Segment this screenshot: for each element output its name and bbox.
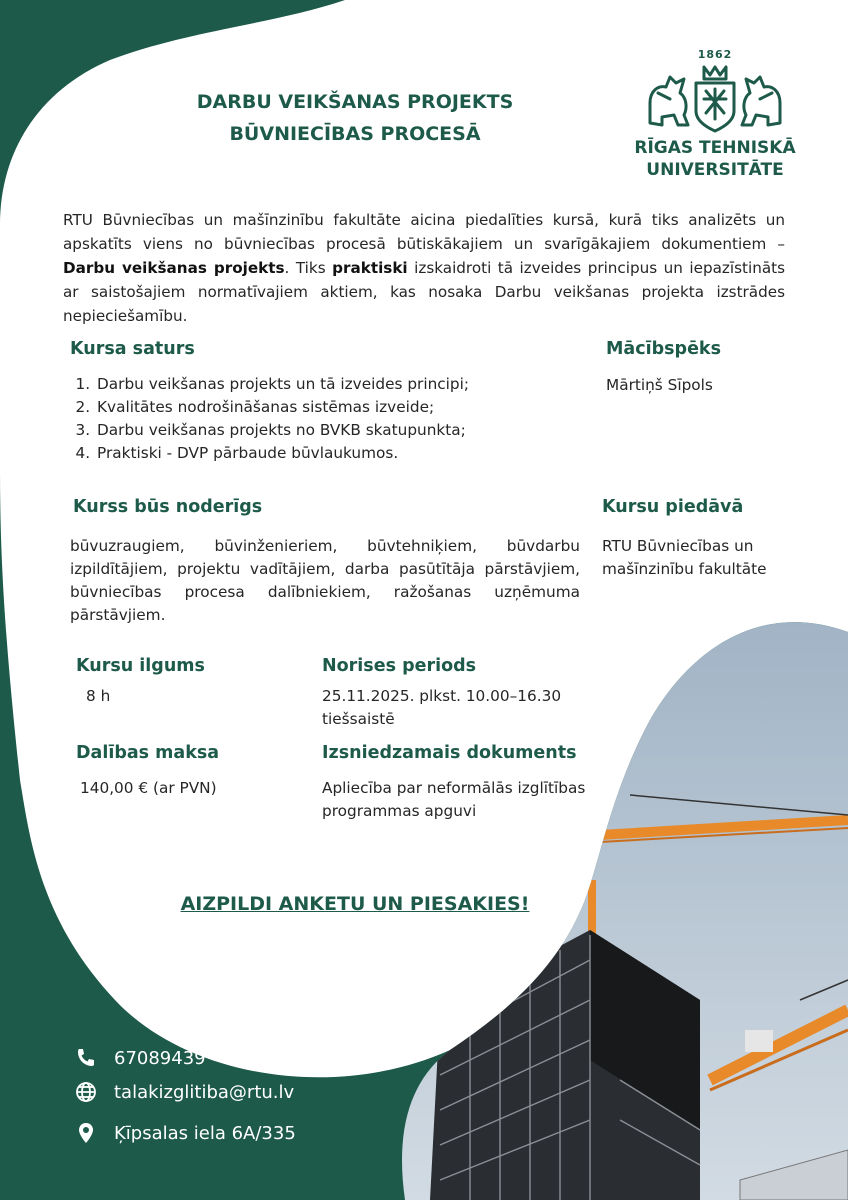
intro-text-1: RTU Būvniecības un mašīnzinību fakultāte aicina piedalīties kursā, kurā tiks analizēts un apskatīts viens no būvniecības procesā būtiskākajiem un svarīgākajiem dokumentiem – [63,211,785,253]
list-item: 3. Darbu veikšanas projekts no BVKB skatupunkta; [95,419,565,442]
audience-heading: Kurss būs noderīgs [73,497,263,517]
content-list [78,373,565,465]
logo-name-line-2: UNIVERSITĀTE [646,160,784,180]
address-text: Ķīpsalas iela 6A/335 [114,1122,296,1144]
lecturer-name: Mārtiņš Sīpols [606,376,713,394]
period-line-2: tiešsaistē [322,710,395,728]
duration-value: 8 h [86,687,111,705]
provider-text: RTU Būvniecības un mašīnzinību fakultāte [602,537,767,578]
provider-heading: Kursu piedāvā [602,497,744,517]
logo-year: 1862 [697,48,733,61]
fee-value: 140,00 € (ar PVN) [80,779,217,797]
page-title [150,86,560,150]
document-line-1: Apliecība par neformālās izglītības [322,779,586,797]
apply-link[interactable]: AIZPILDI ANKETU UN PIESAKIES! [180,893,530,915]
intro-paragraph [63,208,785,328]
lecturer-heading: Mācībspēks [606,339,721,359]
intro-text-3: izskaidroti tā izveides principus un iepazīstināts ar saistošajiem normatīvajiem aktiem, kas nosaka Darbu veikšanas projekta izstrādes nepieciešamību. [63,259,785,325]
coat-of-arms-icon [640,63,790,135]
title-line-1: DARBU VEIKŠANAS PROJEKTS [196,91,514,113]
globe-icon [74,1080,98,1104]
phone-number: 67089439 [114,1047,206,1069]
audience-text: būvuzraugiem, būvinženieriem, būvtehniķiem, būvdarbu izpildītājiem, projektu vadītājiem, darba pasūtītāja pārstāvjiem, būvniecības procesa dalībniekiem, ražošanas uzņēmuma pārstāvjiem. [70,537,580,624]
location-pin-icon [74,1121,98,1145]
title-line-2: BŪVNIECĪBAS PROCESĀ [229,123,481,145]
list-item: 2. Kvalitātes nodrošināšanas sistēmas izveide; [95,396,565,419]
phone-icon [74,1046,98,1070]
period-line-1: 25.11.2025. plkst. 10.00–16.30 [322,687,562,705]
intro-bold-1: Darbu veikšanas projekts [63,259,285,277]
rtu-logo [626,48,804,181]
email-address: talakizglitiba@rtu.lv [114,1081,295,1103]
intro-text-2: . Tiks [284,259,333,277]
logo-name [626,137,804,181]
phone-contact[interactable] [74,1046,206,1070]
duration-heading: Kursu ilgums [76,656,205,676]
content-heading: Kursa saturs [70,339,195,359]
list-item: 1. Darbu veikšanas projekts un tā izveides principi; [95,373,565,396]
document-line-2: programmas apguvi [322,802,477,820]
email-contact[interactable] [74,1080,294,1104]
fee-heading: Dalības maksa [76,743,220,763]
list-item: 4. Praktiski - DVP pārbaude būvlaukumos. [95,442,565,465]
document-heading: Izsniedzamais dokuments [322,743,577,763]
period-heading: Norises periods [322,656,477,676]
address-contact[interactable] [74,1121,296,1145]
logo-name-line-1: RĪGAS TEHNISKĀ [634,138,796,158]
intro-bold-2: praktiski [332,259,408,277]
